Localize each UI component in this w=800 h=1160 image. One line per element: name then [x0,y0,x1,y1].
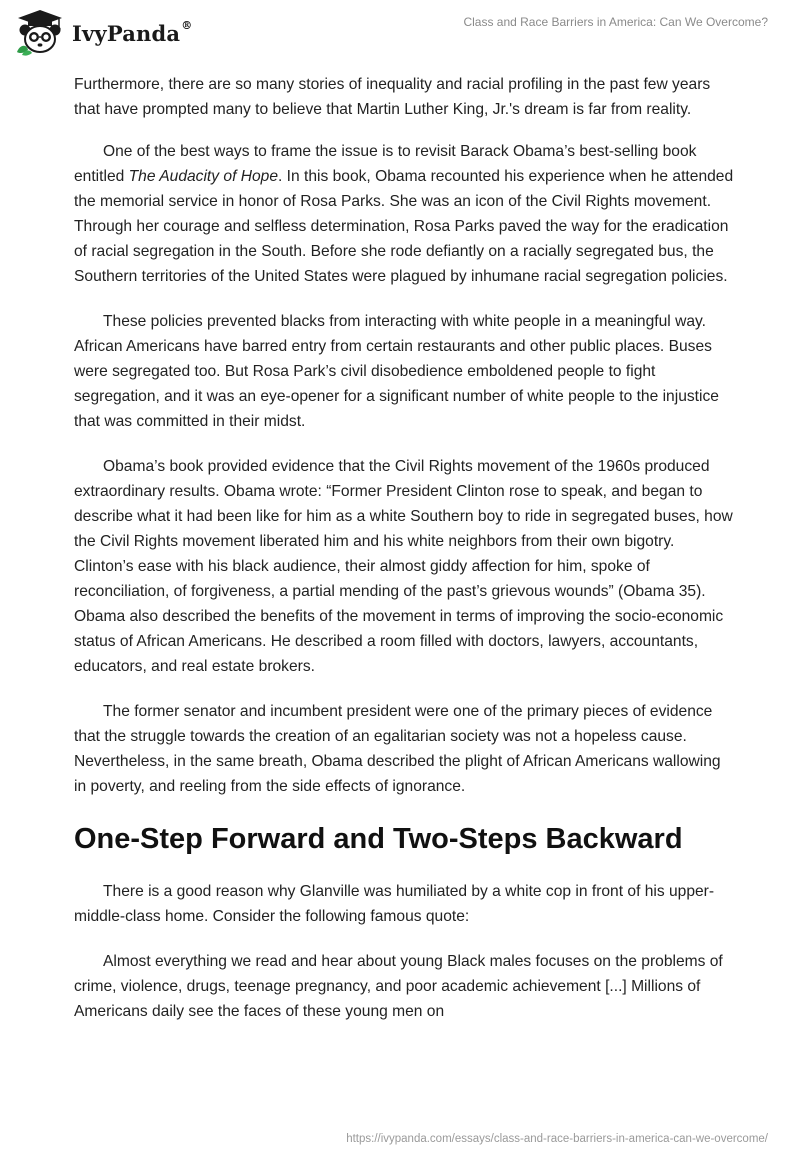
paragraph-1: Furthermore, there are so many stories of inequality and racial profiling in the past few years that have prompted many to believe that Martin Luther King, Jr.'s dream is far from reality. [74,76,711,118]
paragraph-3: These policies prevented blacks from interacting with white people in a meaningful way. African Americans have barred entry from certain restaurants and other public places. Buses were segregated too. But Rosa Park’s civil disobedience emboldened people to fight segregation, and it was an eye-opener for a significant number of white people to the injustice that was committed in their midst. [74,313,719,430]
essay-body [74,72,734,1044]
page-header [0,0,800,62]
quote-paragraph: Almost everything we read and hear about young Black males focuses on the problems of crime, violence, drugs, teenage pregnancy, and poor academic achievement [...] Millions of Americans daily see the faces of these young men on [74,953,723,1020]
paragraph-5: The former senator and incumbent president were one of the primary pieces of evidence that the struggle towards the creation of an egalitarian society was not a hopeless cause. Nevertheless, in the same breath, Obama described the plight of African Americans wallowing in poverty, and reeling from the side effects of ignorance. [74,703,721,795]
paragraph-4: Obama’s book provided evidence that the Civil Rights movement of the 1960s produced extraordinary results. Obama wrote: “Former President Clinton rose to speak, and began to describe what it had been like for him as a white Southern boy to ride in segregated buses, how the Civil Rights movement liberated him and his white neighbors from their own bigotry. Clinton’s ease with his black audience, their almost giddy affection for him, spoke of reconciliation, of forgiveness, a partial mending of the past’s grievous wounds” (Obama 35). Obama also described the benefits of the movement in terms of improving the socio-economic status of African Americans. He described a room filled with doctors, lawyers, accountants, educators, and real estate brokers. [74,458,733,675]
brand-name: IvyPanda® [72,18,193,46]
document-title: Class and Race Barriers in America: Can We Overcome? [463,15,768,29]
ivypanda-logo[interactable] [14,8,192,56]
paragraph-6: There is a good reason why Glanville was humiliated by a white cop in front of his upper-middle-class home. Consider the following famous quote: [74,883,715,925]
paragraph-2: One of the best ways to frame the issue is to revisit Barack Obama’s best-selling book entitled The Audacity of Hope. In this book, Obama recounted his experience when he attended the memorial service in honor of Rosa Parks. She was an icon of the Civil Rights movement. Through her courage and selfless determination, Rosa Parks paved the way for the eradication of racial segregation in the South. Before she rode defiantly on a racially segregated bus, the Southern territories of the United States were plagued by inhumane racial segregation policies. [74,143,734,285]
panda-graduate-icon [14,8,66,56]
source-url[interactable]: https://ivypanda.com/essays/class-and-race-barriers-in-america-can-we-overcome/ [346,1133,768,1145]
section-heading: One-Step Forward and Two-Steps Backward [74,823,683,855]
book-title: The Audacity of Hope [128,168,279,185]
